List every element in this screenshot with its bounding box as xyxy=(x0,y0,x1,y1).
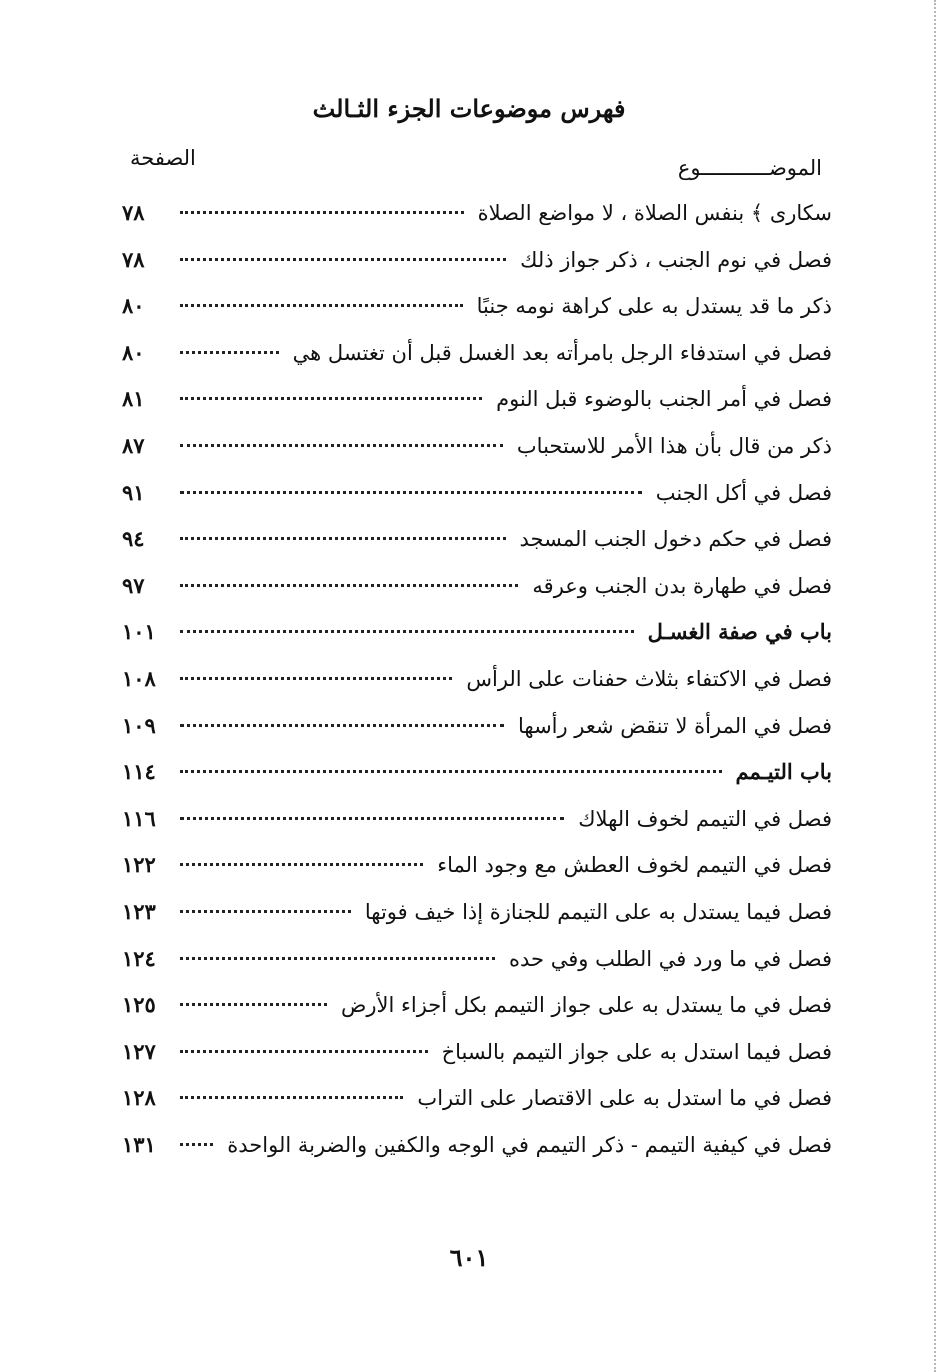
toc-entry xyxy=(122,703,832,750)
toc-entry-topic: فصل في ما يستدل به على جواز التيمم بكل أجزاء الأرض xyxy=(340,993,832,1018)
toc-entry-page: ٩٤ xyxy=(122,526,145,552)
dot-leader xyxy=(180,863,423,866)
scan-edge-dots xyxy=(934,0,938,1372)
toc-entry-page: ٨٧ xyxy=(122,432,145,458)
toc-entry-topic: فصل في نوم الجنب ، ذكر جواز ذلك xyxy=(520,247,832,272)
toc-entry xyxy=(122,1029,832,1076)
toc-entry-page: ١٢٤ xyxy=(122,945,156,971)
toc-chapter-heading xyxy=(122,609,832,656)
toc-entry-topic: فصل في المرأة لا تنقض شعر رأسها xyxy=(517,713,832,738)
toc-entry-page: ١٢٥ xyxy=(122,992,156,1018)
toc-entry-page: ١١٦ xyxy=(122,805,156,831)
toc-entry xyxy=(122,936,832,983)
toc-entry xyxy=(122,1075,832,1122)
toc-entry-topic: ذكر ما قد يستدل به على كراهة نومه جنبًا xyxy=(476,294,832,319)
toc-entry xyxy=(122,1122,832,1169)
toc-entry-page: ١٢٧ xyxy=(122,1038,156,1064)
toc-entry-topic: فصل في ما استدل به على الاقتصار على التراب xyxy=(417,1086,832,1111)
toc-entry-page: ٧٨ xyxy=(122,200,145,225)
dot-leader xyxy=(180,910,351,913)
dot-leader xyxy=(180,724,504,727)
toc-entry xyxy=(122,237,832,284)
toc-entry-topic: فصل في استدفاء الرجل بامرأته بعد الغسل قبل أن تغتسل هي xyxy=(292,340,832,365)
toc-entry-page: ١٣١ xyxy=(122,1131,156,1157)
dot-leader xyxy=(180,211,464,214)
toc-entry-topic: فصل في أمر الجنب بالوضوء قبل النوم xyxy=(496,387,832,412)
toc-entry-topic: فصل فيما يستدل به على التيمم للجنازة إذا خيف فوتها xyxy=(364,899,832,924)
dot-leader xyxy=(180,1096,403,1099)
toc-entry-page: ٨٠ xyxy=(122,293,145,319)
toc-entry-topic: فصل في التيمم لخوف العطش مع وجود الماء xyxy=(437,853,832,878)
toc-entry xyxy=(122,330,832,377)
dot-leader xyxy=(180,584,518,587)
toc-entry xyxy=(122,563,832,610)
dot-leader xyxy=(180,770,722,773)
toc-entry-topic: فصل فيما استدل به على جواز التيمم بالسباخ xyxy=(441,1039,832,1064)
toc-chapter-heading xyxy=(122,749,832,796)
toc-entry xyxy=(122,842,832,889)
toc-entry xyxy=(122,190,832,237)
dot-leader xyxy=(180,258,506,261)
toc-entry-topic: فصل في حكم دخول الجنب المسجد xyxy=(519,527,832,552)
page-title: فهرس موضوعات الجزء الثـالث xyxy=(312,94,626,123)
toc-entry xyxy=(122,376,832,423)
toc-entry-page: ١١٤ xyxy=(122,759,156,785)
dot-leader xyxy=(180,537,506,540)
dot-leader xyxy=(180,1143,213,1146)
toc-entry-page: ٩٧ xyxy=(122,572,145,598)
toc-entry-page: ٨٠ xyxy=(122,339,145,365)
toc-entry-topic: فصل في الاكتفاء بثلاث حفنات على الرأس xyxy=(466,666,832,691)
dot-leader xyxy=(180,444,503,447)
column-header-topic: الموضـــــــــــوع xyxy=(677,156,822,180)
toc-entry-topic: فصل في أكل الجنب xyxy=(655,480,832,505)
toc-entry-topic: فصل في التيمم لخوف الهلاك xyxy=(578,806,832,831)
toc-entry-page: ١٢٣ xyxy=(122,898,156,924)
table-of-contents xyxy=(122,190,832,1168)
toc-entry-page: ١٠٩ xyxy=(122,712,156,738)
toc-entry-page: ١٠١ xyxy=(122,619,156,645)
toc-entry xyxy=(122,656,832,703)
dot-leader xyxy=(180,491,642,494)
dot-leader xyxy=(180,630,634,633)
dot-leader xyxy=(180,351,279,354)
toc-entry-topic: باب التيـمم xyxy=(735,759,832,785)
toc-entry-topic: فصل في كيفية التيمم - ذكر التيمم في الوجه والكفين والضربة الواحدة xyxy=(227,1132,832,1157)
toc-entry-page: ٨١ xyxy=(122,386,145,412)
dot-leader xyxy=(180,677,452,680)
toc-entry-page: ١٢٢ xyxy=(122,852,156,878)
toc-entry-topic: ذكر من قال بأن هذا الأمر للاستحباب xyxy=(516,433,832,458)
toc-entry-page: ٩١ xyxy=(122,479,145,505)
page-number: ٦٠١ xyxy=(449,1243,489,1272)
toc-entry xyxy=(122,889,832,936)
toc-entry-topic: سكارى ﴾ بنفس الصلاة ، لا مواضع الصلاة xyxy=(477,201,832,225)
dot-leader xyxy=(180,304,463,307)
toc-entry xyxy=(122,283,832,330)
column-header-row xyxy=(122,146,832,182)
dot-leader xyxy=(180,957,495,960)
column-header-page: الصفحة xyxy=(130,146,196,170)
toc-entry xyxy=(122,470,832,517)
toc-entry xyxy=(122,516,832,563)
toc-entry-page: ١٠٨ xyxy=(122,665,156,691)
dot-leader xyxy=(180,817,564,820)
toc-entry xyxy=(122,982,832,1029)
toc-entry-topic: فصل في طهارة بدن الجنب وعرقه xyxy=(532,573,832,598)
toc-entry-page: ١٢٨ xyxy=(122,1085,156,1111)
toc-entry xyxy=(122,796,832,843)
toc-entry-topic: فصل في ما ورد في الطلب وفي حده xyxy=(509,946,832,971)
dot-leader xyxy=(180,397,482,400)
dot-leader xyxy=(180,1050,428,1053)
dot-leader xyxy=(180,1003,327,1006)
toc-entry xyxy=(122,423,832,470)
toc-entry-page: ٧٨ xyxy=(122,246,145,272)
toc-entry-topic: باب في صفة الغسـل xyxy=(647,619,832,645)
